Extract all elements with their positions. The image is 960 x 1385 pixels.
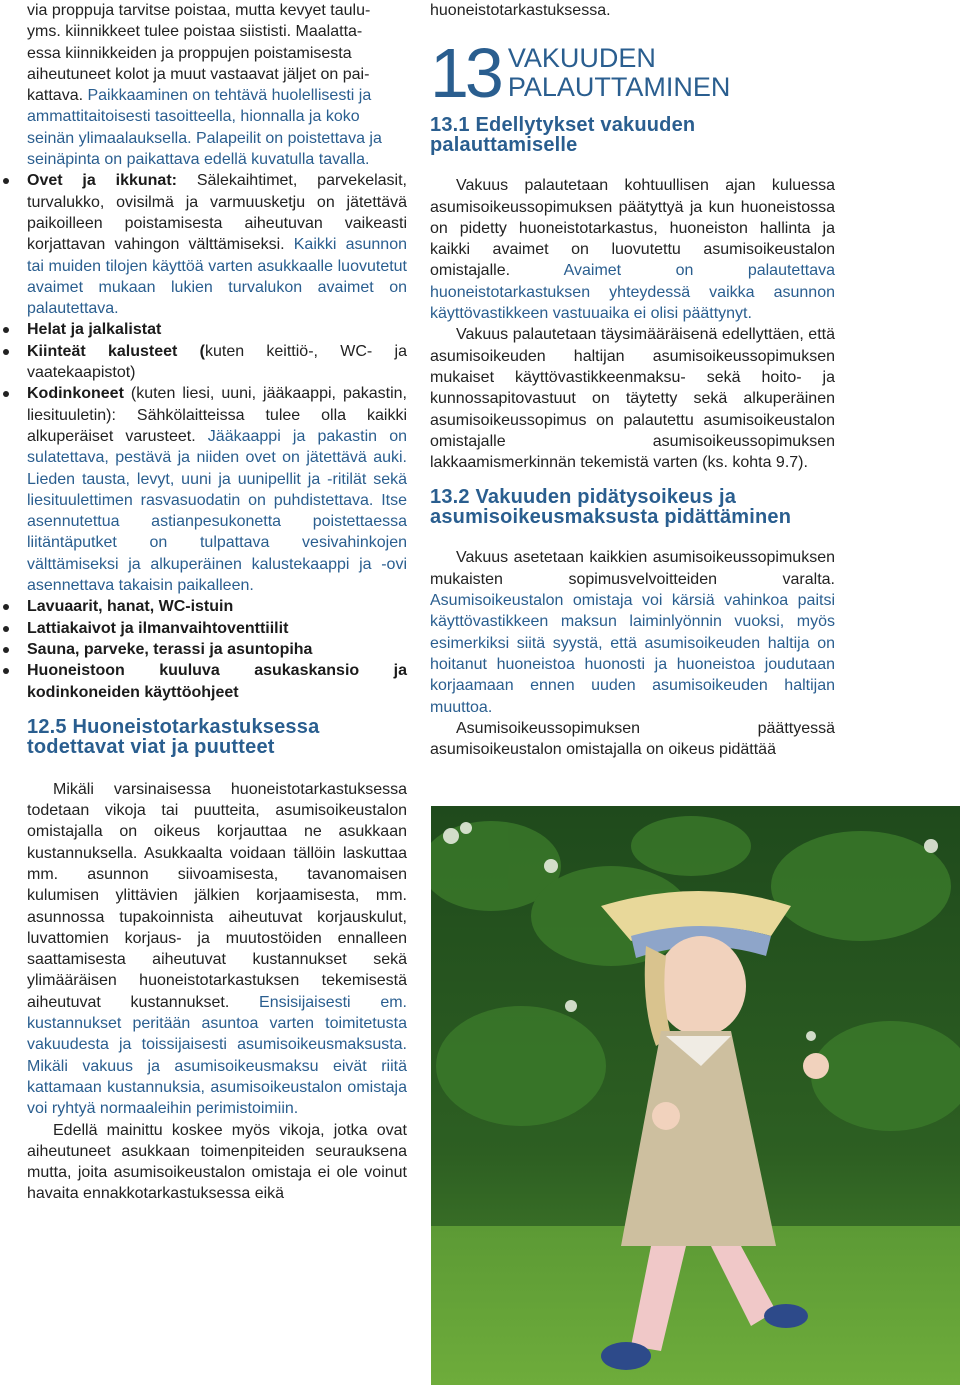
- child-photo: [431, 806, 960, 1385]
- list-item: Huoneistoon kuuluva asukaskansio ja kodinkoneiden käyttöohjeet: [27, 660, 407, 703]
- intro-highlight: Paikkaaminen on tehtävä huolellisesti ja ammattitaitoisesti tasoitteella, hionnalla ja koko seinän ylimaalauksella. Palapeilit on poistettava ja seinäpinta on paikattava edellä kuvatulla tavalla.: [27, 87, 382, 169]
- list-item: Lattiakaivot ja ilmanvaihtoventtiilit: [27, 618, 407, 639]
- list-item: Helat ja jalkalistat: [27, 319, 407, 340]
- section-heading-13-1: 13.1 Edellytykset vakuuden palauttamiselle: [430, 114, 696, 157]
- list-item: Kodinkoneet (kuten liesi, uuni, jääkaappi, pakastin, liesituuletin): Sähkölaitteissa tulee olla kaikki alkuperäiset varusteet. Jääkaappi ja pakastin on sulatettava, pestävä ja niiden ovet on jätettävä auki. Lieden tausta, levyt, uuni ja uunipellit ja -ritilät sekä liesituulettimen rasvasuodatin on puhdistettava. Itse asennutettua astianpesukonetta poistettaessa liitäntäputket on tulpattava vesivahinkojen välttämiseksi ja alkuperäinen kalustekaappi ja -ovi asennettava takaisin paikalleen.: [27, 383, 407, 596]
- paragraph: Asumisoikeussopimuksen päättyessä asumisoikeustalon omistajalla on oikeus pidättää: [430, 719, 835, 759]
- carry-line: huoneistotarkastuksessa.: [430, 2, 611, 19]
- paragraph: Vakuus asetetaan kaikkien asumisoikeussopimuksen mukaisten sopimusvelvoitteiden varalta. Asumisoikeustalon omistaja voi kärsiä vahinkoa paitsi käyttövastikkeen maksun laiminlyönnin vuoksi, myös esimerkiksi siitä syystä, että asumisoikeuden haltija on hoitanut huoneistoa huonosti ja huoneistoa joudutaan korjaamaan ennen uuden asumisoikeuden haltijan muuttoa.: [430, 549, 835, 716]
- paragraph: Mikäli varsinaisessa huoneistotarkastuksessa todetaan vikoja tai puutteita, asumisoikeustalon omistajalla on oikeus korjauttaa ne asukkaan kustannuksella. Asukkaalta voidaan tällöin laskuttaa mm. asunnon siivoamisesta, tavanomaisen kulumisen ylittävien jälkien korjaamisesta, mm. asunnossa tupakoinnista aiheutuvat korjauskulut, luvattomien korjaus- ja muutostöiden ennalleen saattamisesta aiheutuvat kustannukset sekä ylimääräisen huoneistotarkastuksen tekemisestä aiheutuvat kustannukset. Ensisijaisesti em. kustannukset peritään asuntoa varten toimitetusta vakuudesta ja toissijaisesti asumisoikeusmaksusta. Mikäli vakuus ja asumisoikeusmaksu eivät riitä kattamaan kustannuksia, asumisoikeustalon omistaja voi ryhtyä normaaleihin perimistoimiin.: [27, 780, 407, 1118]
- chapter-heading: [430, 34, 835, 113]
- paragraph: Vakuus palautetaan kohtuullisen ajan kuluessa asumisoikeussopimuksen päätyttyä ja kun huoneistossa on pidetty huoneistotarkastus, huoneiston hallinta ja kaikki avaimet on luovutettu asumisoikeustalon omistajalle. Avaimet on palautettava huoneistotarkastuksen yhteydessä vaikka asunnon käyttövastikkeen vastuuaika ei olisi päättynyt.: [430, 177, 835, 323]
- section-heading-13-2: 13.2 Vakuuden pidätysoikeus ja asumisoikeusmaksusta pidättäminen: [430, 486, 792, 529]
- intro-line: aiheutuneet kolot ja muut vastaavat jäljet on pai-: [27, 65, 370, 83]
- chapter-number: 13: [430, 34, 500, 113]
- list-item: Ovet ja ikkunat: Sälekaihtimet, parvekelasit, turvalukko, ovisilmä ja varmuusketju on jätettävä paikoilleen poistamisesta aiheutuvan vaikeasti korjattavan vahingon välttämiseksi. Kaikki asunnon tai muiden tilojen käyttöä varten asukkaalle luovutetut avaimet mukaan lukien turvalukon avaimet on palautettava.: [27, 170, 407, 319]
- intro-line: via proppuja tarvitse poistaa, mutta kevyet taulu-: [27, 2, 371, 19]
- chapter-title: VAKUUDEN PALAUTTAMINEN: [507, 43, 731, 103]
- right-column: [430, 0, 835, 760]
- section-heading-12-5: 12.5 Huoneistotarkastuksessa todettavat viat ja puutteet: [27, 715, 320, 758]
- paragraph: Vakuus palautetaan täysimääräisenä edellyttäen, että asumisoikeuden haltijan asumisoikeussopimuksen mukaiset käyttövastikkeenmaksu- sekä hoito- ja kunnossapitovastuut on täytetty sekä alkuperäinen asumisoikeussopimus on palautettu asumisoikeustalon omistajalle asumisoikeussopimuksen lakkaamismerkinnän tekemistä varten (ks. kohta 9.7).: [430, 326, 835, 472]
- list-item: Sauna, parveke, terassi ja asuntopiha: [27, 639, 407, 660]
- photo-illustration: [431, 806, 960, 1385]
- paragraph: Edellä mainittu koskee myös vikoja, jotka ovat aiheutuneet asukkaan toimenpiteiden seurauksena mutta, joita asumisoikeustalon omistaja ei ole voinut havaita ennakkotarkastuksessa eikä: [27, 1121, 407, 1203]
- intro-line: essa kiinnikkeiden ja proppujen poistamisesta: [27, 44, 352, 62]
- intro-paragraph: [27, 0, 407, 170]
- checklist: [27, 170, 407, 702]
- intro-line: yms. kiinnikkeet tulee poistaa siististi. Maalatta-: [27, 23, 363, 41]
- list-item: Kiinteät kalusteet (kuten keittiö-, WC- ja vaatekaapistot): [27, 341, 407, 384]
- list-item: Lavuaarit, hanat, WC-istuin: [27, 596, 407, 617]
- left-column: [27, 0, 407, 1205]
- intro-line: kattava.: [27, 87, 84, 105]
